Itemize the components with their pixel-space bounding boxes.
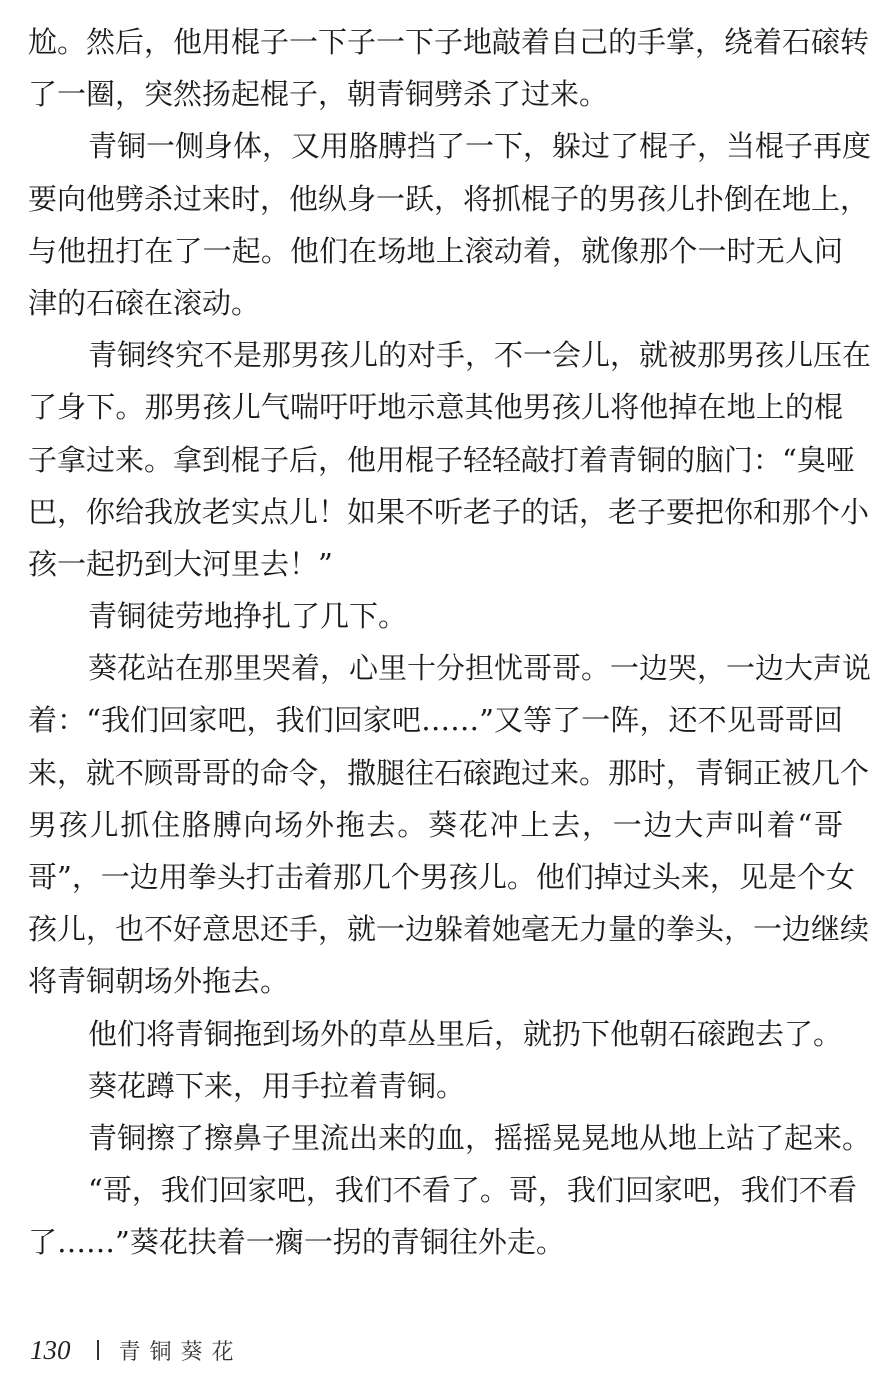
- text-line: 子拿过来。拿到棍子后，他用棍子轻轻敲打着青铜的脑门：“臭哑: [28, 442, 855, 477]
- page-number: 130: [30, 1334, 71, 1365]
- footer-divider: [97, 1340, 99, 1360]
- text-line: 青铜徒劳地挣扎了几下。: [88, 599, 408, 634]
- text-line: 他们将青铜拖到场外的草丛里后，就扔下他朝石磙跑去了。: [88, 1016, 843, 1051]
- text-line: 青铜一侧身体，又用胳膊挡了一下，躲过了棍子，当棍子再度: [88, 129, 872, 164]
- page-body: [28, 16, 872, 1269]
- text-line: 了……”葵花扶着一瘸一拐的青铜往外走。: [28, 1225, 565, 1260]
- text-line: 着：“我们回家吧，我们回家吧……”又等了一阵，还不见哥哥回: [28, 703, 843, 738]
- text-line: 巴，你给我放老实点儿！如果不听老子的话，老子要把你和那个小: [28, 494, 870, 529]
- text-line: 孩一起扔到大河里去！”: [28, 546, 333, 581]
- text-line: 男孩儿抓住胳膊向场外拖去。葵花冲上去，一边大声叫着“哥: [28, 807, 843, 842]
- text-line: 与他扭打在了一起。他们在场地上滚动着，就像那个一时无人问: [28, 233, 843, 268]
- text-line: 哥”，一边用拳头打击着那几个男孩儿。他们掉过头来，见是个女: [28, 860, 855, 894]
- text-line: 青铜终究不是那男孩儿的对手，不一会儿，就被那男孩儿压在: [88, 338, 872, 373]
- text-line: 了身下。那男孩儿气喘吁吁地示意其他男孩儿将他掉在地上的棍: [28, 390, 843, 425]
- text-line: 尬。然后，他用棍子一下子一下子地敲着自己的手掌，绕着石磙转: [28, 25, 870, 59]
- text-line: 将青铜朝场外拖去。: [28, 964, 290, 999]
- text-line: 要向他劈杀过来时，他纵身一跃，将抓棍子的男孩儿扑倒在地上，: [28, 181, 870, 216]
- text-line: 葵花蹲下来，用手拉着青铜。: [88, 1068, 466, 1103]
- text-line: 葵花站在那里哭着，心里十分担忧哥哥。一边哭，一边大声说: [88, 651, 872, 686]
- text-line: “哥，我们回家吧，我们不看了。哥，我们回家吧，我们不看: [88, 1173, 857, 1208]
- text-line: 孩儿，也不好意思还手，就一边躲着她毫无力量的拳头，一边继续: [28, 912, 870, 947]
- text-line: 来，就不顾哥哥的命令，撒腿往石磙跑过来。那时，青铜正被几个: [28, 755, 870, 790]
- text-line: 了一圈，突然扬起棍子，朝青铜劈杀了过来。: [28, 77, 609, 112]
- page-footer: [30, 1330, 243, 1370]
- book-title: 青铜葵花: [118, 1339, 243, 1365]
- text-line: 津的石磙在滚动。: [28, 285, 261, 320]
- text-line: 青铜擦了擦鼻子里流出来的血，摇摇晃晃地从地上站了起来。: [88, 1120, 872, 1155]
